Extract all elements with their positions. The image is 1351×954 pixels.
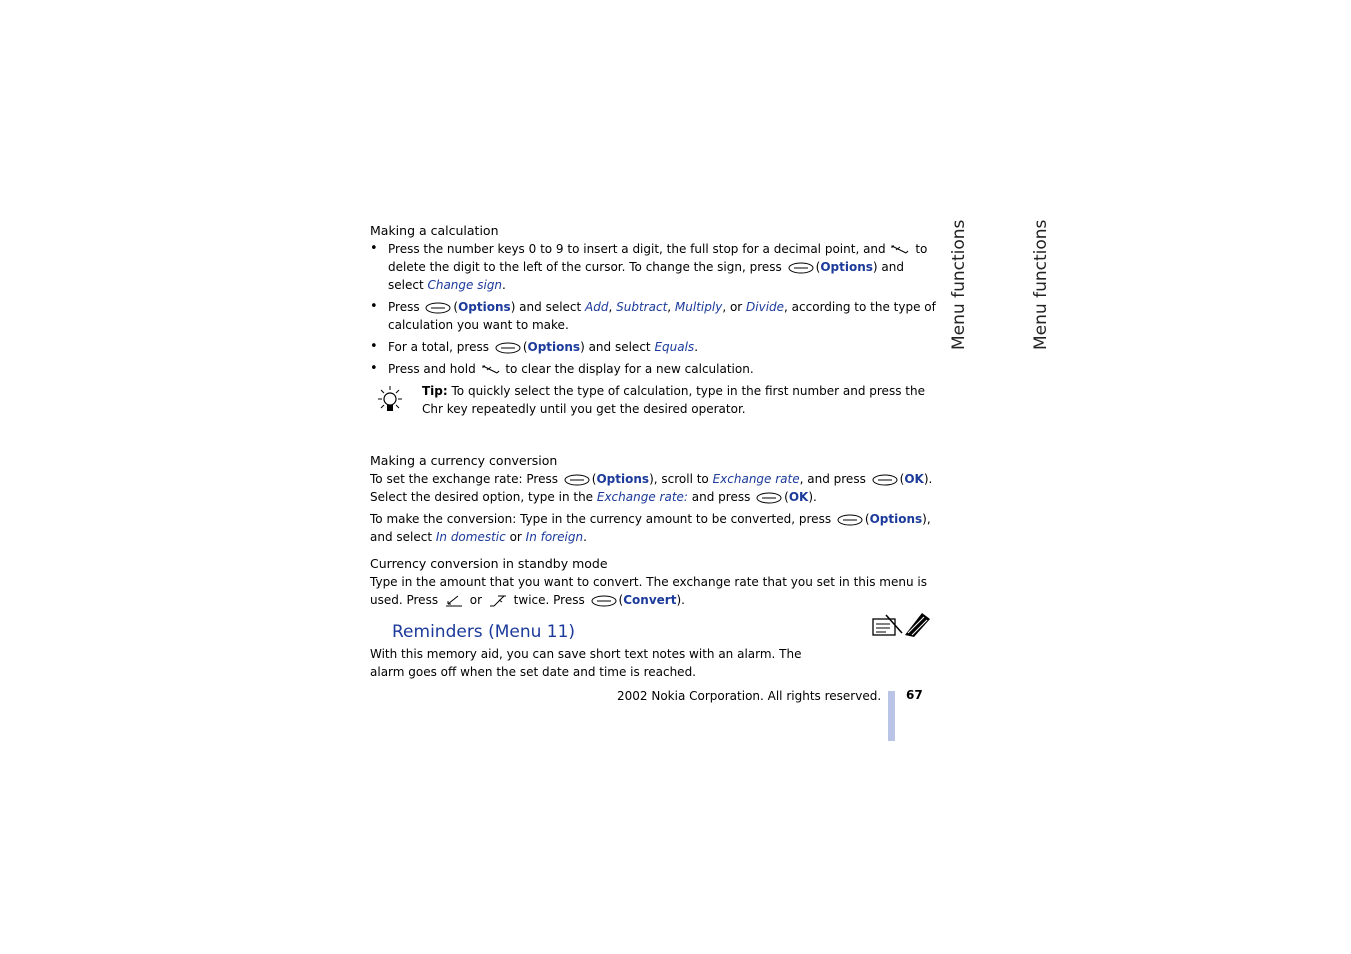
side-tab-2: Menu functions [1031, 219, 1051, 350]
selection-key-icon [756, 492, 782, 504]
tip-text: To quickly select the type of calculation, type in the first number and press the Chr key repeatedly until you get the desired operator. [422, 384, 925, 416]
scroll-right-key-icon [488, 595, 508, 607]
selection-key-icon [495, 342, 521, 354]
side-tab-1: Menu functions [949, 219, 969, 350]
standby-para: Type in the amount that you want to convert. The exchange rate that you set in this menu is used. Press or twice. Press (Convert). [370, 575, 927, 607]
list-item: • Press (Options) and select Add, Subtract, Multiply, or Divide, according to the type of calculation you want to make. [370, 298, 940, 334]
selection-key-icon [591, 595, 617, 607]
page-number-bar [888, 691, 895, 741]
selection-key-icon [788, 262, 814, 274]
selection-key-icon [872, 474, 898, 486]
page-body [370, 222, 940, 681]
reminders-text: With this memory aid, you can save short text notes with an alarm. The alarm goes off when the set date and time is reached. [370, 647, 802, 679]
scroll-left-key-icon [444, 595, 464, 607]
currency-para-2: To make the conversion: Type in the currency amount to be converted, press (Options), and select In domestic or In foreign. [370, 512, 931, 544]
list-item: • For a total, press (Options) and select Equals. [370, 338, 940, 356]
section-heading-calculation: Making a calculation [370, 223, 499, 238]
reminders-menu-icon [872, 611, 934, 639]
calculation-list [370, 240, 940, 378]
page-number: 67 [906, 688, 923, 702]
currency-para-1: To set the exchange rate: Press (Options), scroll to Exchange rate, and press (OK). Select the desired option, type in the Exchange rate: and press (OK). [370, 472, 933, 504]
tip-label: Tip: [422, 384, 448, 398]
tip-block [370, 382, 940, 422]
selection-key-icon [425, 302, 451, 314]
list-item: • Press the number keys 0 to 9 to insert a digit, the full stop for a decimal point, and to delete the digit to the left of the cursor. To change the sign, press (Options) and select Change sign. [370, 240, 940, 294]
selection-key-icon [564, 474, 590, 486]
list-item: • Press and hold to clear the display for a new calculation. [370, 360, 940, 378]
selection-key-icon [837, 514, 863, 526]
section-heading-standby: Currency conversion in standby mode [370, 556, 608, 571]
reminders-title: Reminders (Menu 11) [392, 622, 576, 642]
lightbulb-icon [372, 384, 408, 418]
clear-key-icon [482, 365, 500, 375]
section-heading-currency: Making a currency conversion [370, 453, 558, 468]
copyright-text: 2002 Nokia Corporation. All rights reserved. [617, 689, 882, 703]
clear-key-icon [891, 245, 909, 255]
